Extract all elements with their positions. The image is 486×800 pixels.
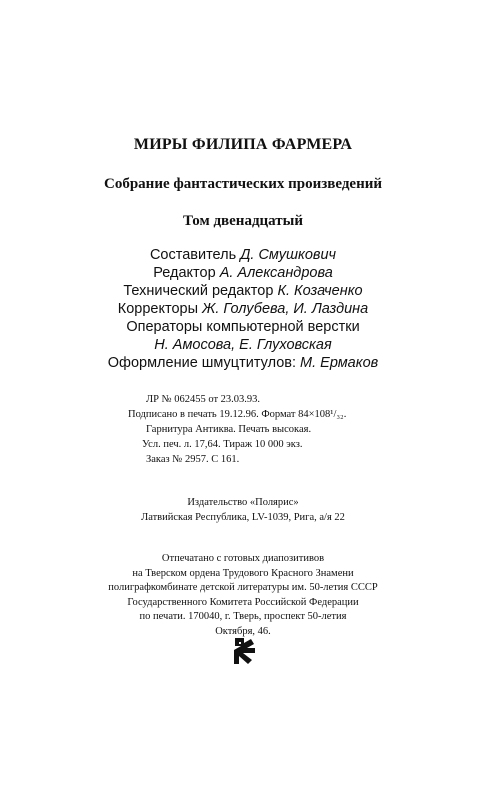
publisher-address: Латвийская Республика, LV-1039, Рига, а/я 22 xyxy=(141,512,345,523)
publisher-block xyxy=(0,495,486,525)
printer-line: Государственного Комитета Российской Федерации xyxy=(127,596,359,608)
credit-role: Составитель xyxy=(149,247,237,263)
volume-title: Том двенадцатый xyxy=(182,213,304,229)
print-run-line: Усл. печ. л. 17,64. Тираж 10 000 экз. xyxy=(142,439,303,450)
printer-line: полиграфкомбинате детской литературы им. 50-летия СССР xyxy=(108,582,378,593)
credit-line xyxy=(0,300,486,318)
credit-name: М. Ермаков xyxy=(300,355,379,371)
credit-role: Оформление шмуцтитулов: xyxy=(107,355,296,371)
credit-line xyxy=(0,354,486,372)
typeface-line: Гарнитура Антиква. Печать высокая. xyxy=(146,424,312,435)
printer-line: Октября, 46. xyxy=(215,625,271,637)
publisher-name: Издательство «Полярис» xyxy=(187,497,299,508)
format-line: Подписано в печать 19.12.96. Формат 84×108¹/₃₂. xyxy=(128,409,347,420)
credit-role: Редактор xyxy=(153,265,216,281)
credits-block xyxy=(0,246,486,372)
printer-line: Отпечатано с готовых диапозитивов xyxy=(161,553,325,564)
credit-name: Ж. Голубева, И. Лаздина xyxy=(202,301,369,317)
credit-line xyxy=(0,336,486,354)
credit-role: Корректоры xyxy=(117,301,199,317)
license-line: ЛР № 062455 от 23.03.93. xyxy=(146,394,261,405)
printer-logo-icon xyxy=(231,636,257,666)
credit-line xyxy=(0,264,486,282)
print-details xyxy=(128,392,388,467)
credit-role: Операторы компьютерной верстки xyxy=(126,319,360,335)
printer-line: по печати. 170040, г. Тверь, проспект 50-летия xyxy=(139,611,347,622)
series-title: МИРЫ ФИЛИПА ФАРМЕРА xyxy=(133,136,353,153)
credit-name: Д. Смушкович xyxy=(240,247,337,263)
credit-line xyxy=(0,246,486,264)
credit-name: К. Козаченко xyxy=(277,283,363,299)
credit-name: Н. Амосова, Е. Глуховская xyxy=(154,337,332,353)
credit-line xyxy=(0,282,486,300)
collection-subtitle: Собрание фантастических произведений xyxy=(104,176,382,192)
credit-role: Технический редактор xyxy=(123,283,274,299)
printer-block xyxy=(0,552,486,639)
credit-line xyxy=(0,318,486,336)
order-line: Заказ № 2957. С 161. xyxy=(146,454,240,465)
printer-line: на Тверском ордена Трудового Красного Знамени xyxy=(132,567,354,579)
credit-name: А. Александрова xyxy=(219,265,333,281)
